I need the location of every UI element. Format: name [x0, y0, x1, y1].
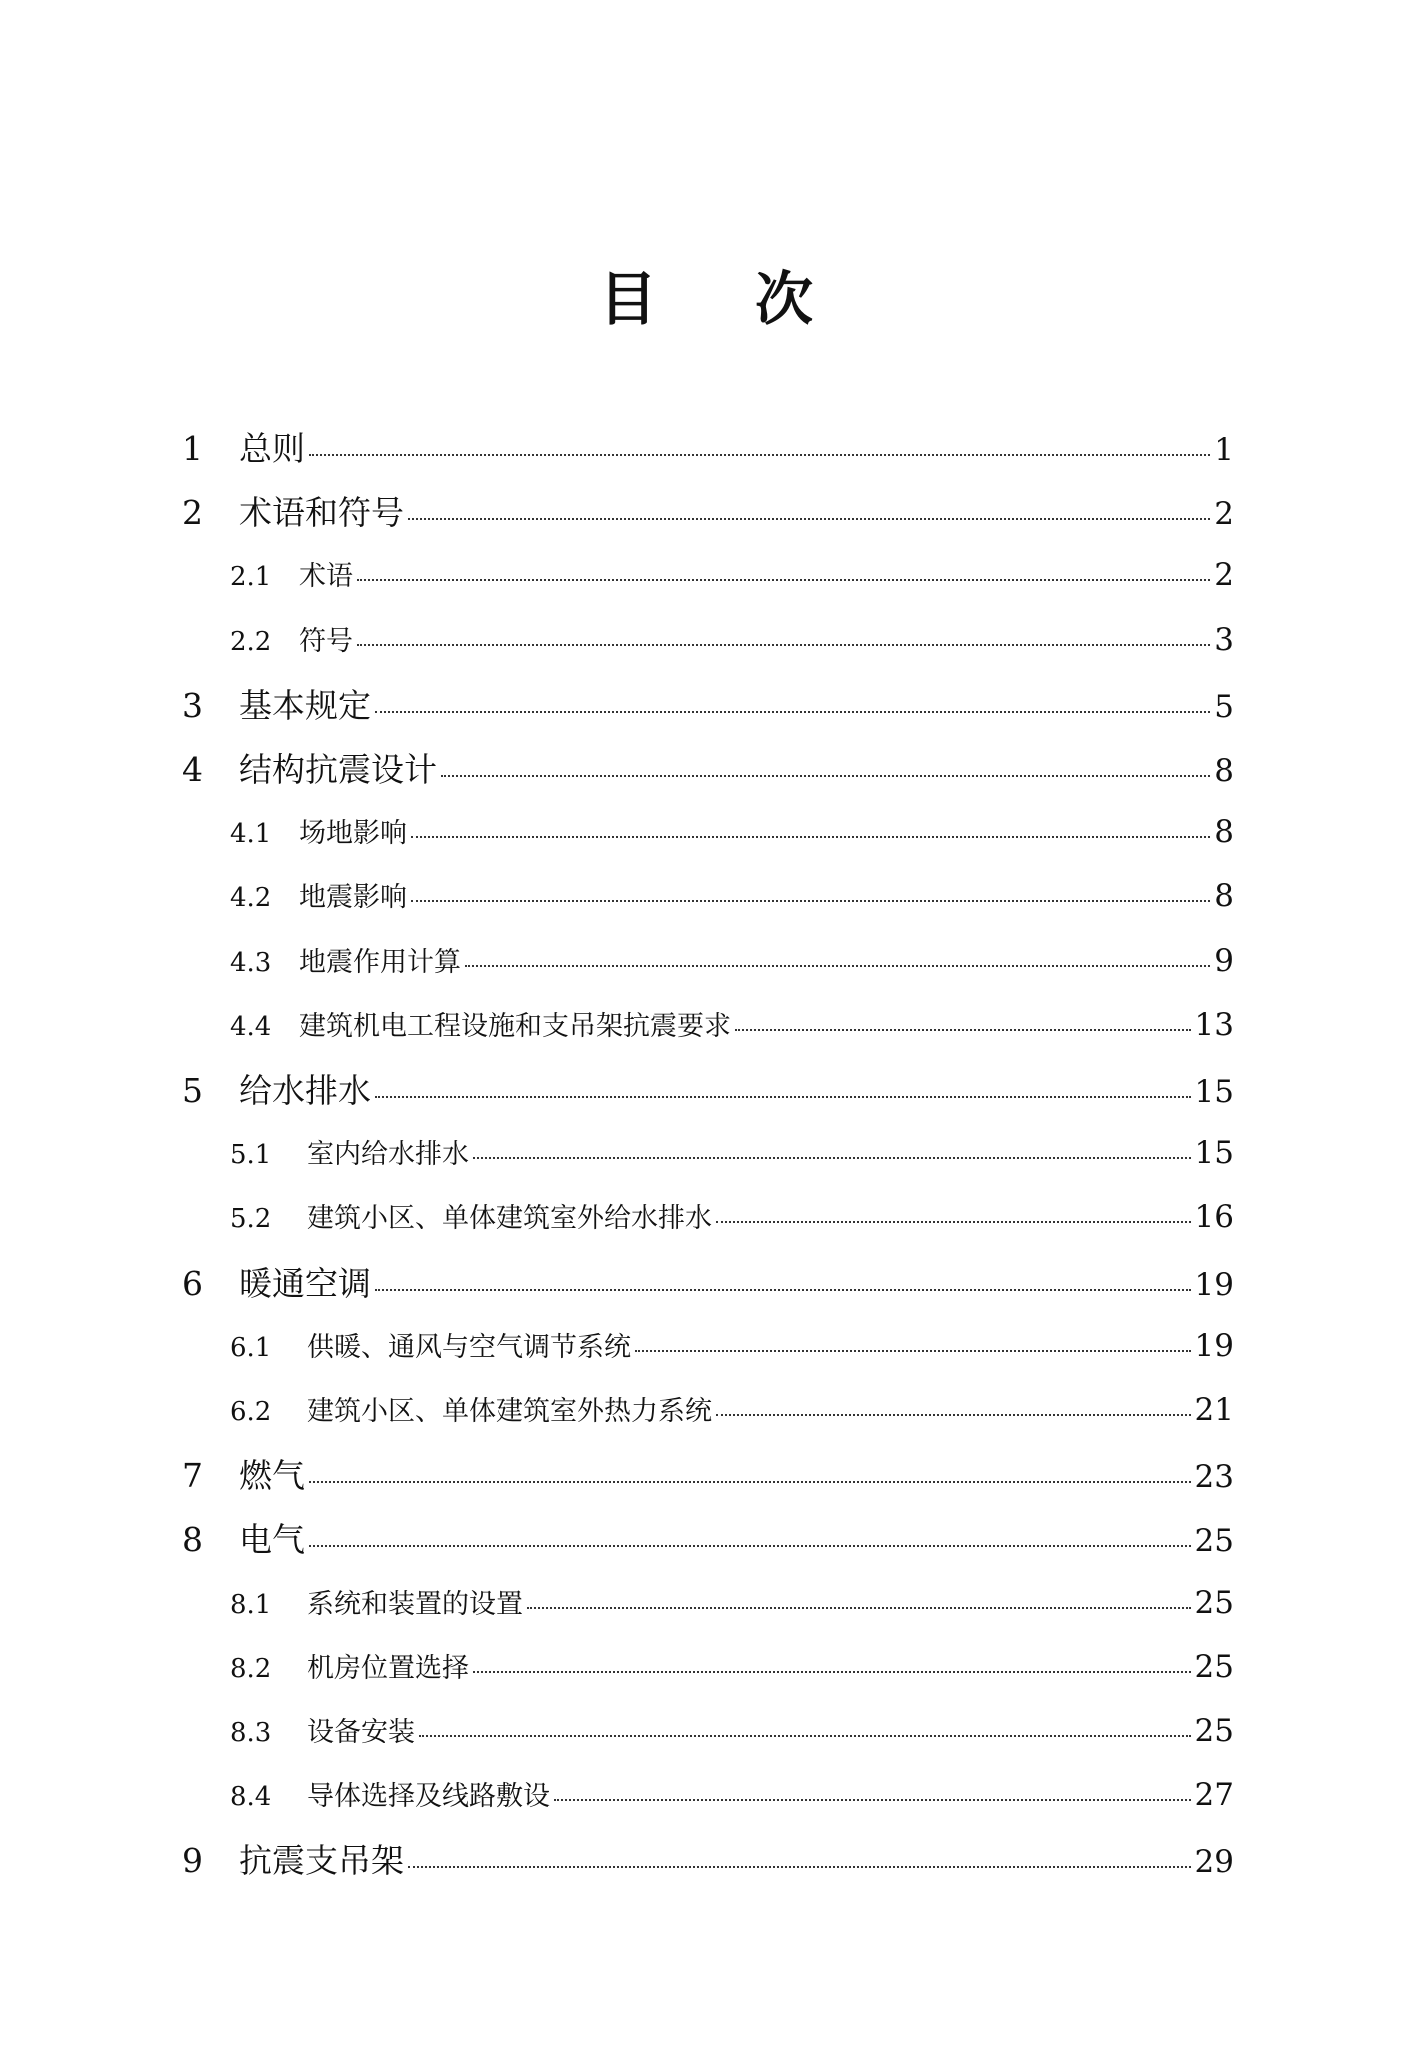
toc-page-number: 25	[1194, 1713, 1234, 1749]
toc-entry-title: 给水排水	[239, 1071, 371, 1110]
page-title	[0, 265, 1412, 333]
toc-dot-leader	[375, 1096, 1191, 1098]
toc-page-number: 5	[1214, 688, 1234, 725]
toc-entry-title: 建筑小区、单体建筑室外给水排水	[307, 1203, 712, 1235]
toc-entry-number: 8.4	[230, 1782, 272, 1813]
toc-dot-leader	[441, 775, 1210, 777]
page-title-char-2: 次	[755, 265, 814, 333]
toc-page-number: 3	[1214, 621, 1234, 658]
toc-chapter-entry[interactable]	[182, 429, 1234, 468]
toc-entry-title: 符号	[299, 625, 353, 657]
toc-section-entry[interactable]	[230, 1327, 1234, 1364]
toc-dot-leader	[357, 644, 1210, 646]
toc-page-number: 15	[1194, 1074, 1234, 1110]
toc-chapter-entry[interactable]	[182, 493, 1234, 533]
toc-chapter-entry[interactable]	[182, 1841, 1234, 1881]
toc-entry-number: 6.1	[230, 1332, 272, 1363]
toc-entry-title: 地震作用计算	[299, 946, 461, 978]
toc-entry-number: 8.3	[230, 1718, 272, 1748]
toc-dot-leader	[735, 1029, 1191, 1031]
toc-dot-leader	[309, 454, 1210, 456]
toc-dot-leader	[375, 1289, 1191, 1291]
toc-page-number: 27	[1194, 1777, 1234, 1814]
toc-dot-leader	[309, 1545, 1191, 1547]
toc-chapter-entry[interactable]	[182, 1456, 1234, 1496]
toc-entry-number: 4.1	[230, 819, 272, 850]
toc-page-number: 25	[1194, 1648, 1234, 1685]
toc-entry-title: 机房位置选择	[307, 1652, 469, 1684]
toc-entry-number: 7	[182, 1456, 203, 1496]
toc-section-entry[interactable]	[230, 1777, 1234, 1814]
toc-section-entry[interactable]	[230, 1392, 1234, 1428]
toc-section-entry[interactable]	[230, 1006, 1234, 1043]
toc-entry-title: 供暖、通风与空气调节系统	[307, 1331, 631, 1363]
toc-entry-number: 3	[182, 685, 203, 725]
toc-section-entry[interactable]	[230, 1648, 1234, 1685]
toc-entry-title: 室内给水排水	[307, 1139, 469, 1171]
toc-section-entry[interactable]	[230, 1713, 1234, 1749]
toc-page-number: 25	[1194, 1523, 1234, 1560]
toc-entry-number: 8.2	[230, 1653, 272, 1684]
toc-entry-title: 建筑机电工程设施和支吊架抗震要求	[299, 1010, 731, 1042]
toc-chapter-entry[interactable]	[182, 685, 1234, 725]
toc-dot-leader	[408, 518, 1210, 520]
toc-entry-title: 总则	[239, 429, 305, 468]
toc-section-entry[interactable]	[230, 621, 1234, 658]
toc-entry-title: 导体选择及线路敷设	[307, 1781, 550, 1813]
toc-page-number: 8	[1214, 753, 1234, 789]
toc-entry-title: 场地影响	[299, 818, 407, 850]
page-title-char-1: 目	[598, 265, 657, 333]
toc-dot-leader	[357, 579, 1210, 581]
toc-entry-number: 2.1	[230, 562, 272, 593]
toc-entry-title: 术语和符号	[239, 493, 404, 533]
toc-page-number: 2	[1214, 496, 1234, 533]
toc-entry-title: 系统和装置的设置	[307, 1588, 523, 1620]
toc-section-entry[interactable]	[230, 1199, 1234, 1236]
toc-dot-leader	[716, 1221, 1191, 1223]
toc-entry-number: 8	[182, 1520, 203, 1560]
toc-entry-number: 5	[182, 1071, 203, 1110]
toc-entry-title: 基本规定	[239, 685, 371, 725]
toc-dot-leader	[554, 1799, 1191, 1801]
toc-entry-number: 2.2	[230, 626, 272, 657]
toc-page-number: 29	[1194, 1844, 1234, 1881]
toc-entry-number: 8.1	[230, 1589, 272, 1620]
toc-dot-leader	[408, 1866, 1191, 1868]
toc-page-number: 2	[1214, 557, 1234, 594]
toc-dot-leader	[473, 1671, 1191, 1673]
toc-page-number: 13	[1194, 1006, 1234, 1043]
toc-dot-leader	[635, 1350, 1191, 1352]
toc-entry-number: 4.2	[230, 883, 272, 914]
toc-section-entry[interactable]	[230, 942, 1234, 979]
toc-entry-title: 设备安装	[307, 1717, 415, 1748]
toc-entry-number: 6.2	[230, 1397, 272, 1427]
toc-page-number: 9	[1214, 942, 1234, 979]
toc-dot-leader	[465, 965, 1210, 967]
toc-chapter-entry[interactable]	[182, 1071, 1234, 1110]
toc-dot-leader	[309, 1481, 1191, 1483]
toc-section-entry[interactable]	[230, 1584, 1234, 1621]
toc-chapter-entry[interactable]	[182, 750, 1234, 789]
toc-dot-leader	[411, 900, 1210, 902]
toc-entry-number: 9	[182, 1841, 203, 1881]
toc-page-number: 16	[1194, 1199, 1234, 1236]
toc-entry-title: 结构抗震设计	[239, 750, 437, 789]
toc-chapter-entry[interactable]	[182, 1520, 1234, 1560]
toc-entry-title: 电气	[239, 1520, 305, 1560]
toc-section-entry[interactable]	[230, 1135, 1234, 1172]
toc-page-number: 19	[1194, 1327, 1234, 1364]
toc-dot-leader	[527, 1607, 1191, 1609]
toc-entry-number: 4.3	[230, 947, 272, 978]
toc-entry-title: 暖通空调	[239, 1263, 371, 1303]
toc-entry-title: 术语	[299, 561, 353, 593]
toc-page-number: 8	[1214, 878, 1234, 915]
toc-entry-title: 地震影响	[299, 882, 407, 914]
toc-entry-number: 6	[182, 1263, 203, 1303]
toc-entry-number: 4	[182, 750, 203, 789]
toc-entry-title: 燃气	[239, 1456, 305, 1496]
toc-page-number: 1	[1214, 432, 1234, 468]
toc-page-number: 23	[1194, 1459, 1234, 1496]
toc-dot-leader	[419, 1735, 1191, 1737]
toc-page-number: 21	[1194, 1392, 1234, 1428]
toc-section-entry[interactable]	[230, 557, 1234, 594]
toc-dot-leader	[375, 711, 1210, 713]
toc-entry-title: 建筑小区、单体建筑室外热力系统	[307, 1396, 712, 1427]
toc-entry-number: 2	[182, 493, 203, 533]
toc-entry-number: 4.4	[230, 1011, 272, 1042]
toc-dot-leader	[411, 836, 1210, 838]
toc-section-entry[interactable]	[230, 814, 1234, 851]
toc-page-number: 25	[1194, 1584, 1234, 1621]
toc-dot-leader	[716, 1414, 1191, 1416]
toc-entry-title: 抗震支吊架	[239, 1841, 404, 1881]
toc-page-number: 8	[1214, 814, 1234, 851]
toc-entry-number: 5.2	[230, 1204, 272, 1235]
toc-page-number: 19	[1194, 1266, 1234, 1303]
toc-page-number: 15	[1194, 1135, 1234, 1172]
toc-entry-number: 1	[182, 429, 203, 468]
toc-entry-number: 5.1	[230, 1140, 272, 1171]
toc-section-entry[interactable]	[230, 878, 1234, 915]
toc-dot-leader	[473, 1157, 1191, 1159]
toc-chapter-entry[interactable]	[182, 1263, 1234, 1303]
